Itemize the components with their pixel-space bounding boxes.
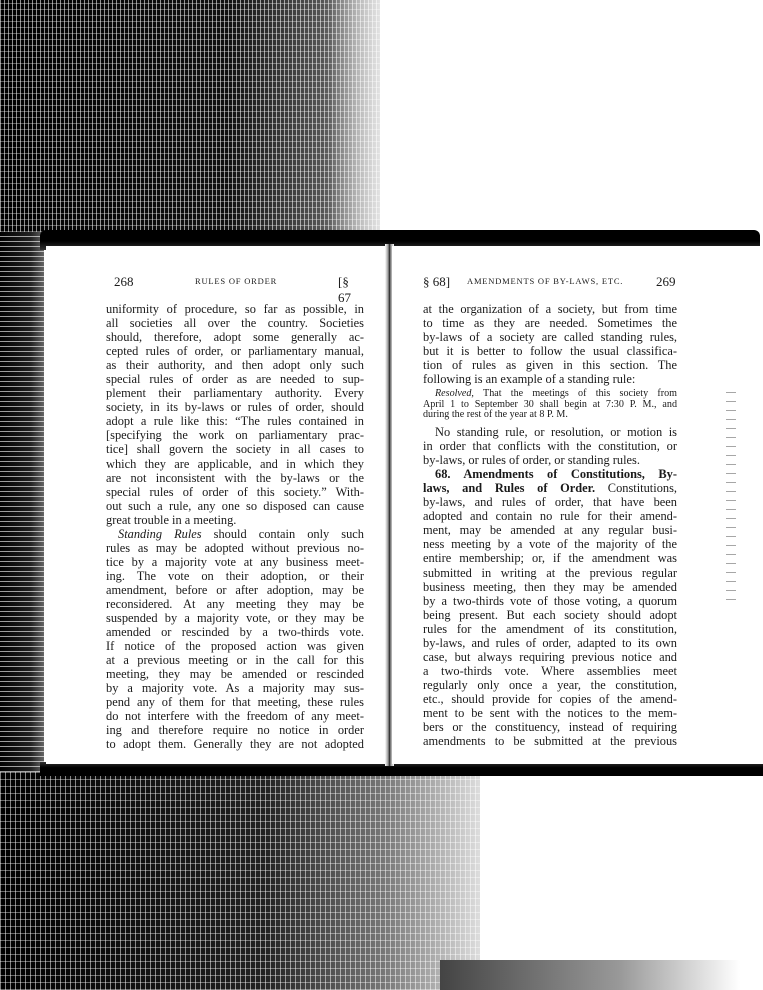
left-page-header	[114, 274, 364, 305]
book-bottom-edge	[40, 762, 763, 776]
text-line	[423, 425, 677, 439]
line-text: tice by a majority vote at any business meet-	[106, 554, 364, 569]
running-head: RULES OF ORDER	[195, 276, 278, 286]
text-line	[106, 344, 364, 358]
line-text: submitted in writing at the previous regular	[423, 565, 677, 580]
section-reference: § 68]	[423, 274, 451, 289]
text-line	[423, 664, 677, 678]
text-line	[106, 625, 364, 639]
line-text: ment to be sent with the notices to the mem-	[423, 706, 677, 720]
line-text: at the organization of a society, but from time	[423, 302, 677, 316]
line-text: If notice of the proposed action was given	[106, 639, 364, 654]
line-text: etc., should provide for copies of the amend-	[423, 691, 677, 706]
line-text: following is an example of a standing rule:	[423, 372, 636, 387]
line-text: by-laws, or rules of order, or standing rules.	[423, 453, 640, 468]
text-line	[423, 495, 677, 509]
section-heading-text: 68. Amendments of Constitutions, By-	[435, 467, 677, 482]
right-page-body	[423, 302, 677, 748]
scan-border-bottom	[0, 772, 480, 990]
line-text: [specifying the work on parliamentary prac-	[106, 428, 364, 443]
text-line	[423, 636, 677, 650]
text-line	[423, 302, 677, 316]
line-text: uniformity of procedure, so far as possible, in	[106, 302, 364, 316]
text-line	[423, 706, 677, 720]
text-line	[106, 386, 364, 400]
section-heading-text: laws, and Rules of Order.	[423, 481, 596, 496]
section-reference: [§ 67	[338, 274, 351, 305]
text-line	[423, 551, 677, 565]
text-line	[106, 316, 364, 330]
left-page	[46, 246, 388, 764]
line-text: amendments to be submitted at the previous	[423, 734, 677, 749]
section-heading	[423, 467, 677, 481]
line-text: should contain only such	[201, 526, 364, 541]
line-text: amended or rescinded by a two-thirds vote.	[106, 625, 364, 640]
text-line	[106, 639, 364, 653]
text-line	[423, 594, 677, 608]
text-line	[106, 471, 364, 485]
text-line	[106, 527, 364, 541]
section-heading-continued	[423, 481, 677, 495]
line-text: being present. But each society should adopt	[423, 607, 677, 622]
line-text: should, therefore, adopt some generally ac-	[106, 330, 364, 345]
scan-border-left	[0, 232, 44, 772]
text-line	[106, 400, 364, 414]
text-line	[106, 723, 364, 737]
standing-rules-term: Standing Rules	[118, 526, 202, 541]
text-line	[423, 692, 677, 706]
text-line	[106, 597, 364, 611]
line-text: entire membership; or, if the amendment was	[423, 551, 677, 566]
text-line	[106, 330, 364, 344]
text-line	[106, 485, 364, 499]
line-text: which they are applicable, and in which they	[106, 456, 364, 471]
line-text: cepted rules of order, or parliamentary manual,	[106, 344, 364, 359]
right-page-header	[423, 274, 679, 292]
line-text: adopt a rule like this: “The rules contained in	[106, 414, 364, 429]
line-text: great trouble in a meeting.	[106, 512, 237, 527]
line-text: reconsidered. At any meeting they may be	[106, 596, 364, 611]
line-text: No standing rule, or resolution, or motion is	[435, 425, 677, 440]
text-line	[106, 457, 364, 471]
line-text: ing and therefore require no notice in order	[106, 723, 364, 738]
line-text: pend any of them for that meeting, these rules	[106, 695, 364, 710]
page-number: 269	[656, 274, 676, 289]
line-text: rules for the amendment of its constitution,	[423, 621, 677, 636]
text-line	[423, 358, 677, 372]
line-text: a two-thirds vote. Where assemblies meet	[423, 663, 677, 678]
text-line	[423, 439, 677, 453]
text-line	[106, 428, 364, 442]
text-line	[423, 509, 677, 523]
text-line	[106, 569, 364, 583]
line-text: society, in its by-laws or rules of order, should	[106, 400, 364, 415]
scan-border-bottom-right	[440, 960, 740, 990]
line-text: at a previous meeting or in the call for this	[106, 653, 364, 668]
line-text: Constitutions,	[595, 481, 677, 496]
resolution-example	[423, 389, 677, 421]
line-text: special rules of order of this society.” With-	[106, 484, 364, 499]
line-text: but it is better to follow the usual classifica-	[423, 344, 677, 359]
text-line	[106, 372, 364, 386]
text-line	[106, 414, 364, 428]
line-text: rules as may be adopted without previous no-	[106, 540, 364, 555]
text-line	[423, 316, 677, 330]
text-line	[423, 566, 677, 580]
line-text: to adopt them. Generally they are not adopted	[106, 737, 364, 752]
text-line	[106, 737, 364, 751]
line-text: tice] shall govern the society in all cases to	[106, 442, 364, 457]
scan-border-top-fade	[330, 0, 390, 232]
line-text: in order that conflicts with the constitution, or	[423, 439, 677, 454]
line-text: by a majority vote. As a majority may sus-	[106, 681, 364, 696]
line-text: suspended by a majority vote, or they may be	[106, 611, 364, 626]
text-line	[106, 442, 364, 456]
text-line	[423, 330, 677, 344]
text-line	[106, 653, 364, 667]
line-text: amendment, before or after adoption, may be	[106, 582, 364, 597]
line-text: by-laws, and rules of order, that have been	[423, 495, 677, 510]
text-line	[106, 499, 364, 513]
text-line	[106, 583, 364, 597]
line-text: That the meetings of this society from	[473, 388, 677, 400]
text-line	[106, 681, 364, 695]
text-line	[106, 555, 364, 569]
line-text: during the rest of the year at 8 P. M.	[423, 409, 568, 421]
text-line	[423, 537, 677, 551]
line-text: all societies all over the country. Societies	[106, 316, 364, 331]
line-text: as their authority, and then adopt only such	[106, 358, 364, 373]
line-text: ment, may be amended at any regular busi-	[423, 523, 677, 538]
scan-margin-marks	[726, 385, 736, 600]
line-text: ness meeting by a vote of the majority of the	[423, 537, 677, 552]
line-text: bers or the constituency, instead of requiring	[423, 720, 677, 735]
text-line	[106, 611, 364, 625]
resolved-term: Resolved,	[435, 388, 474, 400]
text-line	[423, 622, 677, 636]
text-line	[106, 709, 364, 723]
line-text: by-laws of a society are called standing rules,	[423, 330, 677, 345]
left-page-body	[106, 302, 364, 752]
line-text: special rules of order as are needed to sup-	[106, 372, 364, 387]
page-number: 268	[114, 274, 134, 289]
text-line	[423, 678, 677, 692]
text-line	[423, 720, 677, 734]
line-text: tion of rules as given in this section. The	[423, 358, 677, 373]
text-line	[106, 541, 364, 555]
line-text: out such a rule, any one so disposed can cause	[106, 498, 364, 513]
line-text: April 1 to September 30 shall begin at 7:30 P. M., and	[423, 398, 677, 410]
running-head: AMENDMENTS OF BY-LAWS, ETC.	[467, 276, 624, 286]
line-text: do not interfere with the freedom of any meet-	[106, 709, 364, 724]
text-line	[423, 650, 677, 664]
text-line	[106, 667, 364, 681]
text-line	[106, 302, 364, 316]
line-text: ing. The vote on their adoption, or their	[106, 568, 364, 583]
text-line	[106, 695, 364, 709]
line-text: to time as they are needed. Sometimes the	[423, 316, 677, 331]
text-line	[423, 410, 677, 421]
line-text: case, but always requiring previous notice and	[423, 649, 677, 664]
text-line	[106, 513, 364, 527]
line-text: meeting, they may be amended or rescinded	[106, 667, 364, 682]
text-line	[423, 523, 677, 537]
text-line	[106, 358, 364, 372]
text-line	[423, 608, 677, 622]
text-line	[423, 344, 677, 358]
scan-border-top	[0, 0, 380, 232]
text-line	[423, 580, 677, 594]
line-text: adopted and contain no rule for their amend-	[423, 509, 677, 524]
line-text: are not inconsistent with the by-laws or the	[106, 470, 364, 485]
line-text: regularly only once a year, the constitution,	[423, 677, 677, 692]
text-line	[423, 453, 677, 467]
right-page	[392, 246, 763, 764]
line-text: business meeting, then they may be amended	[423, 579, 677, 594]
text-line	[423, 734, 677, 748]
text-line	[423, 372, 677, 386]
line-text: by a two-thirds vote of those voting, a quorum	[423, 593, 677, 608]
line-text: plement their parliamentary authority. Every	[106, 386, 364, 401]
line-text: by-laws, and rules of order, adapted to its own	[423, 635, 677, 650]
